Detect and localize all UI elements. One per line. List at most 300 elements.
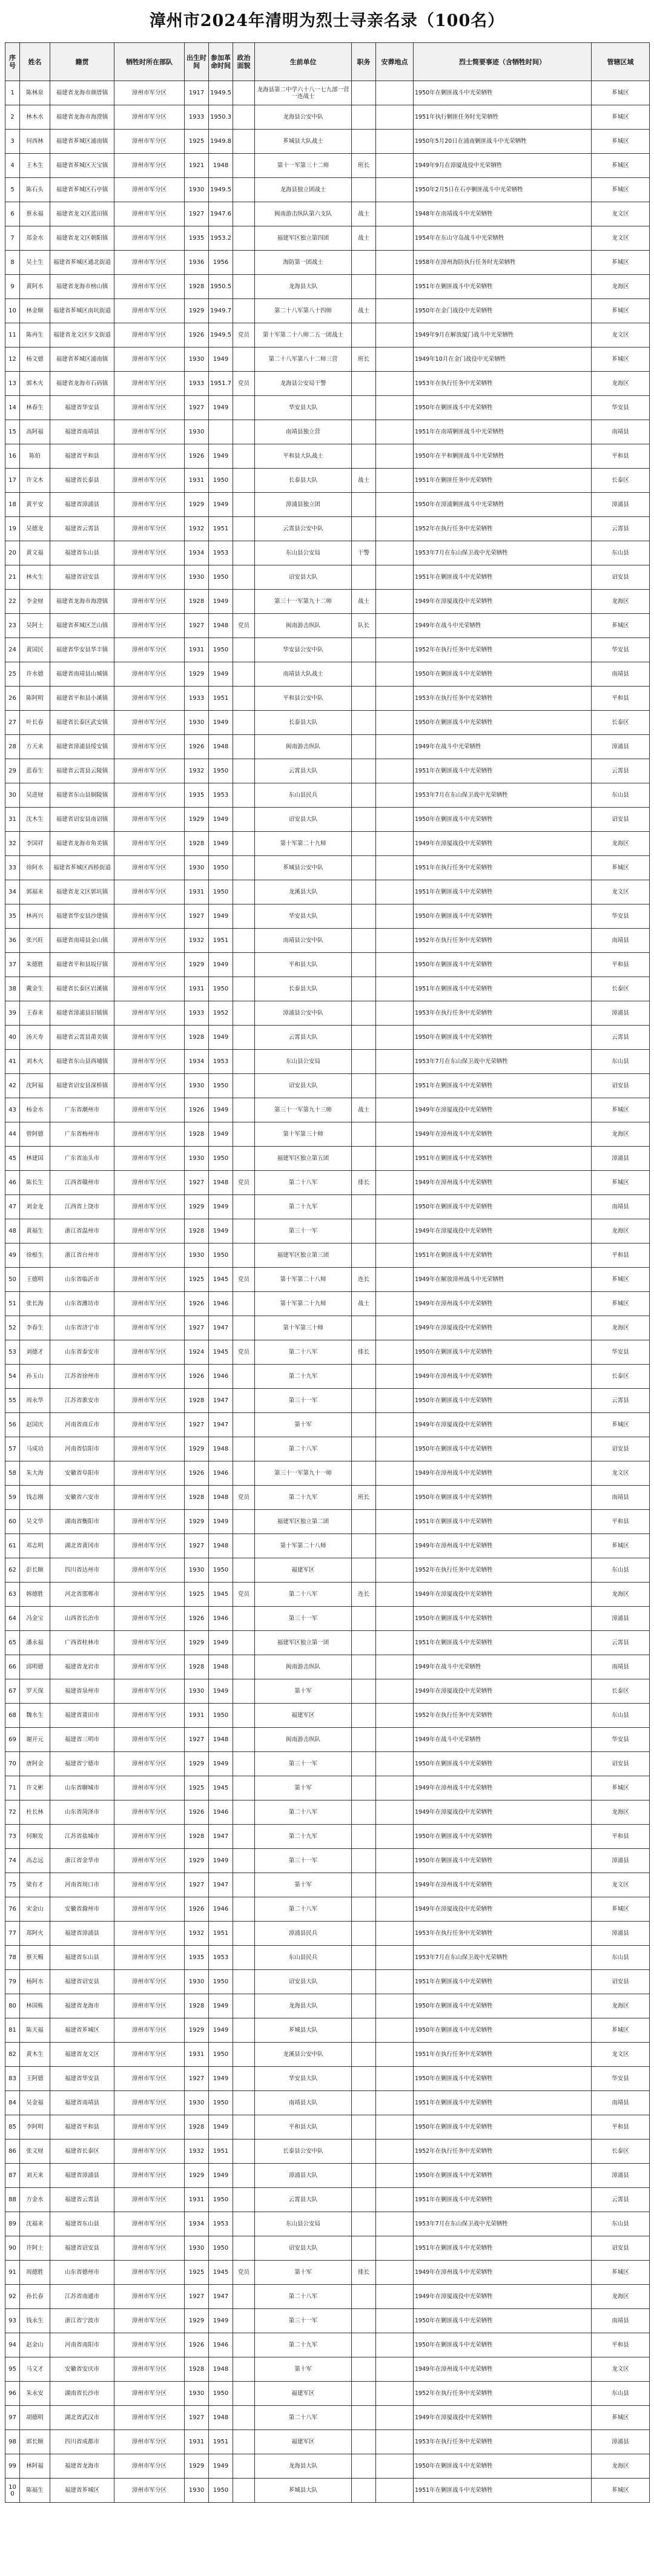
cell-politics bbox=[233, 251, 255, 275]
cell-unit: 漳州市军分区 bbox=[114, 2454, 185, 2479]
cell-join: 1947 bbox=[209, 1413, 233, 1437]
cell-unit: 漳州市军分区 bbox=[114, 2067, 185, 2091]
cell-district: 芗城区 bbox=[592, 2018, 650, 2043]
cell-district: 漳浦县 bbox=[592, 1849, 650, 1873]
cell-name: 汤天寿 bbox=[20, 1026, 50, 1050]
cell-position bbox=[352, 2406, 376, 2430]
cell-origin: 山东省菏泽市 bbox=[50, 1800, 114, 1825]
cell-district: 漳浦县 bbox=[592, 735, 650, 759]
cell-politics bbox=[233, 1244, 255, 1268]
cell-burial bbox=[376, 178, 414, 202]
cell-name: 吴文华 bbox=[20, 1510, 50, 1534]
cell-join: 1949 bbox=[209, 2067, 233, 2091]
cell-index: 88 bbox=[5, 2188, 20, 2212]
cell-join: 1951 bbox=[209, 517, 233, 541]
cell-burial bbox=[376, 1704, 414, 1728]
cell-position bbox=[352, 1873, 376, 1897]
cell-district: 芗城区 bbox=[592, 251, 650, 275]
cell-politics bbox=[233, 348, 255, 372]
col-header-origin: 籍贯 bbox=[50, 43, 114, 81]
table-row bbox=[5, 662, 650, 687]
cell-position: 排长 bbox=[352, 2261, 376, 2285]
cell-deeds: 1951年在剿匪战斗中光荣牺牲 bbox=[414, 565, 592, 590]
cell-birth: 1927 bbox=[185, 2406, 209, 2430]
col-header-district: 管辖区域 bbox=[592, 43, 650, 81]
cell-birth: 1927 bbox=[185, 1534, 209, 1558]
cell-origin: 福建省长泰县 bbox=[50, 469, 114, 493]
table-row bbox=[5, 808, 650, 832]
cell-join: 1948 bbox=[209, 1171, 233, 1195]
cell-politics bbox=[233, 1849, 255, 1873]
cell-origin: 福建省云霄县 bbox=[50, 517, 114, 541]
cell-deeds: 1949年在漳厦战役中光荣牺牲 bbox=[414, 590, 592, 614]
cell-unit: 漳州市军分区 bbox=[114, 929, 185, 953]
cell-unit: 漳州市军分区 bbox=[114, 1970, 185, 1994]
cell-unit: 漳州市军分区 bbox=[114, 1026, 185, 1050]
table-row bbox=[5, 1922, 650, 1946]
cell-deeds: 1949年9月在解放厦门战斗中光荣牺牲 bbox=[414, 323, 592, 348]
cell-former-unit: 漳浦县大队 bbox=[255, 2164, 352, 2188]
cell-index: 100 bbox=[5, 2479, 20, 2503]
cell-join: 1950 bbox=[209, 759, 233, 783]
cell-burial bbox=[376, 2043, 414, 2067]
cell-index: 22 bbox=[5, 590, 20, 614]
cell-deeds: 1951年在剿匪任务中光荣牺牲 bbox=[414, 469, 592, 493]
cell-unit: 漳州市军分区 bbox=[114, 759, 185, 783]
cell-burial bbox=[376, 1922, 414, 1946]
cell-district: 诏安县 bbox=[592, 1437, 650, 1461]
cell-burial bbox=[376, 1752, 414, 1776]
cell-birth: 1926 bbox=[185, 1098, 209, 1122]
cell-origin: 广东省梅州市 bbox=[50, 1122, 114, 1147]
cell-politics: 党员 bbox=[233, 2261, 255, 2285]
cell-burial bbox=[376, 2309, 414, 2333]
cell-position bbox=[352, 2430, 376, 2454]
cell-unit: 漳州市军分区 bbox=[114, 638, 185, 662]
cell-politics bbox=[233, 396, 255, 420]
cell-join: 1950 bbox=[209, 469, 233, 493]
cell-join: 1950 bbox=[209, 1970, 233, 1994]
cell-former-unit: 第十军第二十九师 bbox=[255, 832, 352, 856]
cell-name: 何西林 bbox=[20, 130, 50, 154]
cell-burial bbox=[376, 1171, 414, 1195]
cell-former-unit: 诏安县大队 bbox=[255, 1970, 352, 1994]
cell-origin: 福建省云霄县莆美镇 bbox=[50, 1026, 114, 1050]
table-row bbox=[5, 2285, 650, 2309]
cell-name: 张长海 bbox=[20, 1292, 50, 1316]
cell-deeds: 1949年在战斗中光荣牺牲 bbox=[414, 735, 592, 759]
table-row bbox=[5, 2212, 650, 2236]
cell-origin: 福建省东山县 bbox=[50, 541, 114, 565]
cell-deeds: 1953年7月在东山保卫战中光荣牺牲 bbox=[414, 2212, 592, 2236]
cell-district: 诏安县 bbox=[592, 2236, 650, 2261]
cell-deeds: 1949年在漳厦战役中光荣牺牲 bbox=[414, 2406, 592, 2430]
table-row bbox=[5, 348, 650, 372]
cell-index: 87 bbox=[5, 2164, 20, 2188]
cell-district: 长泰区 bbox=[592, 2140, 650, 2164]
cell-politics bbox=[233, 130, 255, 154]
cell-birth: 1930 bbox=[185, 1970, 209, 1994]
cell-name: 沈阿福 bbox=[20, 1074, 50, 1098]
table-row bbox=[5, 396, 650, 420]
cell-name: 韩德胜 bbox=[20, 1583, 50, 1607]
cell-politics bbox=[233, 1922, 255, 1946]
cell-birth: 1932 bbox=[185, 2140, 209, 2164]
cell-name: 邓志明 bbox=[20, 1534, 50, 1558]
cell-burial bbox=[376, 1849, 414, 1873]
cell-district: 长泰区 bbox=[592, 711, 650, 735]
cell-unit: 漳州市军分区 bbox=[114, 856, 185, 880]
cell-join: 1953 bbox=[209, 1946, 233, 1970]
cell-deeds: 1951年在剿匪战斗中光荣牺牲 bbox=[414, 1631, 592, 1655]
cell-position bbox=[352, 1776, 376, 1800]
cell-index: 60 bbox=[5, 1510, 20, 1534]
cell-origin: 福建省漳浦县 bbox=[50, 493, 114, 517]
cell-join: 1951 bbox=[209, 2430, 233, 2454]
cell-deeds: 1949年在漳厦战役中光荣牺牲 bbox=[414, 1098, 592, 1122]
table-row bbox=[5, 1389, 650, 1413]
cell-deeds: 1949年10月在金门战役中光荣牺牲 bbox=[414, 348, 592, 372]
cell-origin: 福建省龙文区郭坑镇 bbox=[50, 880, 114, 904]
cell-join: 1948 bbox=[209, 154, 233, 178]
cell-origin: 浙江省台州市 bbox=[50, 1244, 114, 1268]
cell-politics bbox=[233, 420, 255, 444]
cell-origin: 河南省商丘市 bbox=[50, 1413, 114, 1437]
cell-deeds: 1949年在漳州战斗中光荣牺牲 bbox=[414, 1292, 592, 1316]
cell-join: 1949 bbox=[209, 1631, 233, 1655]
cell-politics bbox=[233, 929, 255, 953]
cell-district: 芗城区 bbox=[592, 1413, 650, 1437]
cell-former-unit: 诏安县大队 bbox=[255, 1074, 352, 1098]
cell-origin: 四川省达州市 bbox=[50, 1558, 114, 1583]
cell-index: 43 bbox=[5, 1098, 20, 1122]
cell-former-unit: 第十军 bbox=[255, 1873, 352, 1897]
cell-deeds: 1951年执行剿匪任务时光荣牺牲 bbox=[414, 105, 592, 130]
cell-origin: 福建省诏安县南诏镇 bbox=[50, 808, 114, 832]
cell-deeds: 1948年在南靖战斗中光荣牺牲 bbox=[414, 202, 592, 226]
table-row bbox=[5, 1728, 650, 1752]
cell-position bbox=[352, 1195, 376, 1219]
cell-burial bbox=[376, 856, 414, 880]
cell-burial bbox=[376, 2164, 414, 2188]
cell-former-unit: 漳浦县公安中队 bbox=[255, 1001, 352, 1026]
cell-origin: 安徽省阜阳市 bbox=[50, 1461, 114, 1486]
cell-name: 林再兴 bbox=[20, 904, 50, 929]
cell-deeds: 1951年在剿匪战斗中光荣牺牲 bbox=[414, 2236, 592, 2261]
cell-origin: 福建省云霄县云陵镇 bbox=[50, 759, 114, 783]
cell-deeds: 1953年在执行任务中光荣牺牲 bbox=[414, 687, 592, 711]
cell-unit: 漳州市军分区 bbox=[114, 2236, 185, 2261]
cell-former-unit: 闽南游击纵队第六支队 bbox=[255, 202, 352, 226]
cell-index: 4 bbox=[5, 154, 20, 178]
cell-position bbox=[352, 1631, 376, 1655]
table-row bbox=[5, 590, 650, 614]
cell-position bbox=[352, 711, 376, 735]
cell-join: 1951 bbox=[209, 1922, 233, 1946]
cell-name: 王春来 bbox=[20, 1001, 50, 1026]
cell-burial bbox=[376, 953, 414, 977]
cell-name: 许文彬 bbox=[20, 1776, 50, 1800]
cell-burial bbox=[376, 1389, 414, 1413]
cell-position bbox=[352, 1897, 376, 1922]
cell-join: 1950 bbox=[209, 1074, 233, 1098]
cell-origin: 福建省芗城区浦南镇 bbox=[50, 348, 114, 372]
cell-birth: 1930 bbox=[185, 348, 209, 372]
cell-index: 79 bbox=[5, 1970, 20, 1994]
cell-deeds: 1949年在漳州战斗中光荣牺牲 bbox=[414, 1365, 592, 1389]
table-row bbox=[5, 1607, 650, 1631]
cell-politics bbox=[233, 299, 255, 323]
cell-former-unit: 第三十一军 bbox=[255, 1389, 352, 1413]
cell-former-unit: 福建军区 bbox=[255, 2430, 352, 2454]
cell-origin: 河南省南阳市 bbox=[50, 2333, 114, 2357]
cell-join: 1950 bbox=[209, 1147, 233, 1171]
cell-unit: 漳州市军分区 bbox=[114, 2018, 185, 2043]
cell-index: 5 bbox=[5, 178, 20, 202]
cell-position bbox=[352, 1922, 376, 1946]
cell-name: 许水德 bbox=[20, 662, 50, 687]
cell-politics bbox=[233, 2454, 255, 2479]
cell-burial bbox=[376, 1074, 414, 1098]
cell-join bbox=[209, 420, 233, 444]
cell-former-unit: 第二十九军 bbox=[255, 1195, 352, 1219]
cell-birth: 1933 bbox=[185, 1001, 209, 1026]
cell-unit: 漳州市军分区 bbox=[114, 1461, 185, 1486]
cell-politics bbox=[233, 1704, 255, 1728]
table-row bbox=[5, 2479, 650, 2503]
cell-index: 85 bbox=[5, 2115, 20, 2140]
cell-name: 高志远 bbox=[20, 1849, 50, 1873]
cell-burial bbox=[376, 662, 414, 687]
cell-burial bbox=[376, 420, 414, 444]
table-row bbox=[5, 1534, 650, 1558]
cell-unit: 漳州市军分区 bbox=[114, 2382, 185, 2406]
cell-district: 漳浦县 bbox=[592, 1607, 650, 1631]
table-row bbox=[5, 81, 650, 105]
cell-district: 平和县 bbox=[592, 2333, 650, 2357]
cell-index: 36 bbox=[5, 929, 20, 953]
table-row bbox=[5, 2382, 650, 2406]
cell-join: 1951.7 bbox=[209, 372, 233, 396]
cell-position bbox=[352, 904, 376, 929]
cell-birth: 1926 bbox=[185, 735, 209, 759]
cell-origin: 福建省龙海市 bbox=[50, 1994, 114, 2018]
table-row bbox=[5, 1001, 650, 1026]
cell-deeds: 1950年在剿匪战斗中光荣牺牲 bbox=[414, 1389, 592, 1413]
cell-former-unit: 第三十一军 bbox=[255, 1607, 352, 1631]
cell-unit: 漳州市军分区 bbox=[114, 1001, 185, 1026]
cell-origin: 福建省芗城区南坑街道 bbox=[50, 299, 114, 323]
cell-former-unit: 长泰县大队 bbox=[255, 711, 352, 735]
cell-join: 1947 bbox=[209, 1316, 233, 1340]
cell-unit: 漳州市军分区 bbox=[114, 81, 185, 105]
cell-birth: 1926 bbox=[185, 1800, 209, 1825]
cell-join: 1946 bbox=[209, 2333, 233, 2357]
cell-birth: 1928 bbox=[185, 2357, 209, 2382]
cell-unit: 漳州市军分区 bbox=[114, 396, 185, 420]
cell-join: 1949 bbox=[209, 2115, 233, 2140]
cell-deeds: 1949年在漳州战斗中光荣牺牲 bbox=[414, 1873, 592, 1897]
cell-birth: 1931 bbox=[185, 1704, 209, 1728]
table-row bbox=[5, 2357, 650, 2382]
cell-join: 1948 bbox=[209, 735, 233, 759]
table-row bbox=[5, 1074, 650, 1098]
cell-politics bbox=[233, 2357, 255, 2382]
cell-politics bbox=[233, 1098, 255, 1122]
cell-unit: 漳州市军分区 bbox=[114, 1655, 185, 1679]
cell-former-unit: 第二十八军 bbox=[255, 1437, 352, 1461]
cell-politics bbox=[233, 1873, 255, 1897]
cell-district: 龙海区 bbox=[592, 1800, 650, 1825]
cell-join: 1949 bbox=[209, 1679, 233, 1704]
cell-former-unit: 第三十一军 bbox=[255, 1219, 352, 1244]
cell-name: 许阿土 bbox=[20, 2236, 50, 2261]
cell-origin: 福建省平和县小溪镇 bbox=[50, 687, 114, 711]
cell-join: 1949 bbox=[209, 2309, 233, 2333]
cell-join: 1948 bbox=[209, 1534, 233, 1558]
cell-origin: 福建省华安县沙建镇 bbox=[50, 904, 114, 929]
cell-origin: 福建省漳浦县绥安镇 bbox=[50, 735, 114, 759]
cell-join: 1946 bbox=[209, 1607, 233, 1631]
cell-former-unit: 云霄县大队 bbox=[255, 2188, 352, 2212]
cell-politics bbox=[233, 1897, 255, 1922]
cell-origin: 福建省芗城区芝山镇 bbox=[50, 614, 114, 638]
cell-district: 芗城区 bbox=[592, 154, 650, 178]
cell-index: 95 bbox=[5, 2357, 20, 2382]
cell-unit: 漳州市军分区 bbox=[114, 105, 185, 130]
cell-join: 1949.5 bbox=[209, 323, 233, 348]
table-row bbox=[5, 1195, 650, 1219]
cell-burial bbox=[376, 1946, 414, 1970]
cell-name: 陈福生 bbox=[20, 2479, 50, 2503]
cell-burial bbox=[376, 493, 414, 517]
cell-join: 1949 bbox=[209, 1026, 233, 1050]
cell-origin: 福建省诏安县 bbox=[50, 1970, 114, 1994]
cell-position bbox=[352, 1510, 376, 1534]
cell-politics: 党员 bbox=[233, 1171, 255, 1195]
cell-unit: 漳州市军分区 bbox=[114, 1728, 185, 1752]
cell-name: 吴土生 bbox=[20, 251, 50, 275]
cell-district: 平和县 bbox=[592, 1825, 650, 1849]
table-row bbox=[5, 444, 650, 469]
cell-deeds: 1951年在剿匪战斗中光荣牺牲 bbox=[414, 1244, 592, 1268]
cell-name: 马文才 bbox=[20, 2357, 50, 2382]
cell-burial bbox=[376, 832, 414, 856]
cell-unit: 漳州市军分区 bbox=[114, 1050, 185, 1074]
table-row bbox=[5, 1510, 650, 1534]
cell-birth: 1917 bbox=[185, 81, 209, 105]
cell-position bbox=[352, 178, 376, 202]
cell-birth: 1930 bbox=[185, 1074, 209, 1098]
cell-position bbox=[352, 1800, 376, 1825]
cell-burial bbox=[376, 2382, 414, 2406]
cell-deeds: 1949年在漳厦战役中光荣牺牲 bbox=[414, 1413, 592, 1437]
cell-politics bbox=[233, 1679, 255, 1704]
cell-district: 诏安县 bbox=[592, 1074, 650, 1098]
cell-deeds: 1950年在剿匪战斗中光荣牺牲 bbox=[414, 2309, 592, 2333]
cell-former-unit: 长泰县公安中队 bbox=[255, 2140, 352, 2164]
cell-position bbox=[352, 687, 376, 711]
cell-index: 61 bbox=[5, 1534, 20, 1558]
cell-position bbox=[352, 1558, 376, 1583]
cell-index: 74 bbox=[5, 1849, 20, 1873]
cell-index: 86 bbox=[5, 2140, 20, 2164]
cell-unit: 漳州市军分区 bbox=[114, 783, 185, 808]
cell-burial bbox=[376, 1365, 414, 1389]
cell-origin: 福建省南靖县山城镇 bbox=[50, 662, 114, 687]
cell-position bbox=[352, 2091, 376, 2115]
cell-join: 1947 bbox=[209, 1825, 233, 1849]
cell-burial bbox=[376, 1001, 414, 1026]
cell-name: 林国栋 bbox=[20, 1994, 50, 2018]
cell-unit: 漳州市军分区 bbox=[114, 2357, 185, 2382]
cell-former-unit: 福建军区独立第五团 bbox=[255, 1147, 352, 1171]
cell-deeds: 1949年在解放漳州战斗中光荣牺牲 bbox=[414, 1268, 592, 1292]
cell-birth: 1929 bbox=[185, 2164, 209, 2188]
cell-name: 刘德才 bbox=[20, 1340, 50, 1365]
cell-birth: 1928 bbox=[185, 1389, 209, 1413]
cell-birth: 1928 bbox=[185, 1026, 209, 1050]
cell-deeds: 1954年在东山守岛战斗中光荣牺牲 bbox=[414, 226, 592, 251]
cell-birth: 1930 bbox=[185, 856, 209, 880]
cell-district: 云霄县 bbox=[592, 759, 650, 783]
cell-position: 战士 bbox=[352, 469, 376, 493]
cell-district: 南靖县 bbox=[592, 1195, 650, 1219]
col-header-name: 姓名 bbox=[20, 43, 50, 81]
cell-join: 1949 bbox=[209, 1122, 233, 1147]
cell-birth: 1925 bbox=[185, 130, 209, 154]
cell-origin: 河北省邯郸市 bbox=[50, 1583, 114, 1607]
cell-index: 37 bbox=[5, 953, 20, 977]
col-header-index: 序号 bbox=[5, 43, 20, 81]
cell-index: 27 bbox=[5, 711, 20, 735]
cell-name: 周永华 bbox=[20, 1389, 50, 1413]
cell-join: 1953 bbox=[209, 541, 233, 565]
cell-position bbox=[352, 2357, 376, 2382]
cell-deeds: 1949年在漳厦战役中光荣牺牲 bbox=[414, 2285, 592, 2309]
cell-index: 57 bbox=[5, 1437, 20, 1461]
cell-origin: 河南省周口市 bbox=[50, 1873, 114, 1897]
table-row bbox=[5, 1461, 650, 1486]
cell-former-unit: 第十军第二十八师二五一团战士 bbox=[255, 323, 352, 348]
cell-birth: 1926 bbox=[185, 1292, 209, 1316]
cell-politics bbox=[233, 1316, 255, 1340]
cell-name: 魏水生 bbox=[20, 1704, 50, 1728]
cell-join: 1950 bbox=[209, 1704, 233, 1728]
cell-former-unit: 平和县公安中队 bbox=[255, 687, 352, 711]
cell-former-unit: 第十军第二十八师 bbox=[255, 1534, 352, 1558]
cell-deeds: 1949年在漳州战斗中光荣牺牲 bbox=[414, 1171, 592, 1195]
cell-position bbox=[352, 1704, 376, 1728]
cell-position: 战士 bbox=[352, 299, 376, 323]
cell-name: 朱大海 bbox=[20, 1461, 50, 1486]
cell-deeds: 1952年在执行任务中光荣牺牲 bbox=[414, 2382, 592, 2406]
cell-deeds: 1950年在剿匪战斗中光荣牺牲 bbox=[414, 2067, 592, 2091]
cell-name: 高阿福 bbox=[20, 420, 50, 444]
cell-unit: 漳州市军分区 bbox=[114, 2406, 185, 2430]
cell-burial bbox=[376, 929, 414, 953]
cell-join: 1945 bbox=[209, 1268, 233, 1292]
cell-deeds: 1949年在漳州战斗中光荣牺牲 bbox=[414, 1776, 592, 1800]
cell-birth: 1934 bbox=[185, 541, 209, 565]
cell-unit: 漳州市军分区 bbox=[114, 662, 185, 687]
cell-join: 1950 bbox=[209, 2091, 233, 2115]
cell-district: 南靖县 bbox=[592, 420, 650, 444]
cell-birth: 1927 bbox=[185, 904, 209, 929]
cell-former-unit: 第十军第二十八师 bbox=[255, 1268, 352, 1292]
cell-deeds: 1950年在剿匪战斗中光荣牺牲 bbox=[414, 2333, 592, 2357]
cell-burial bbox=[376, 1607, 414, 1631]
